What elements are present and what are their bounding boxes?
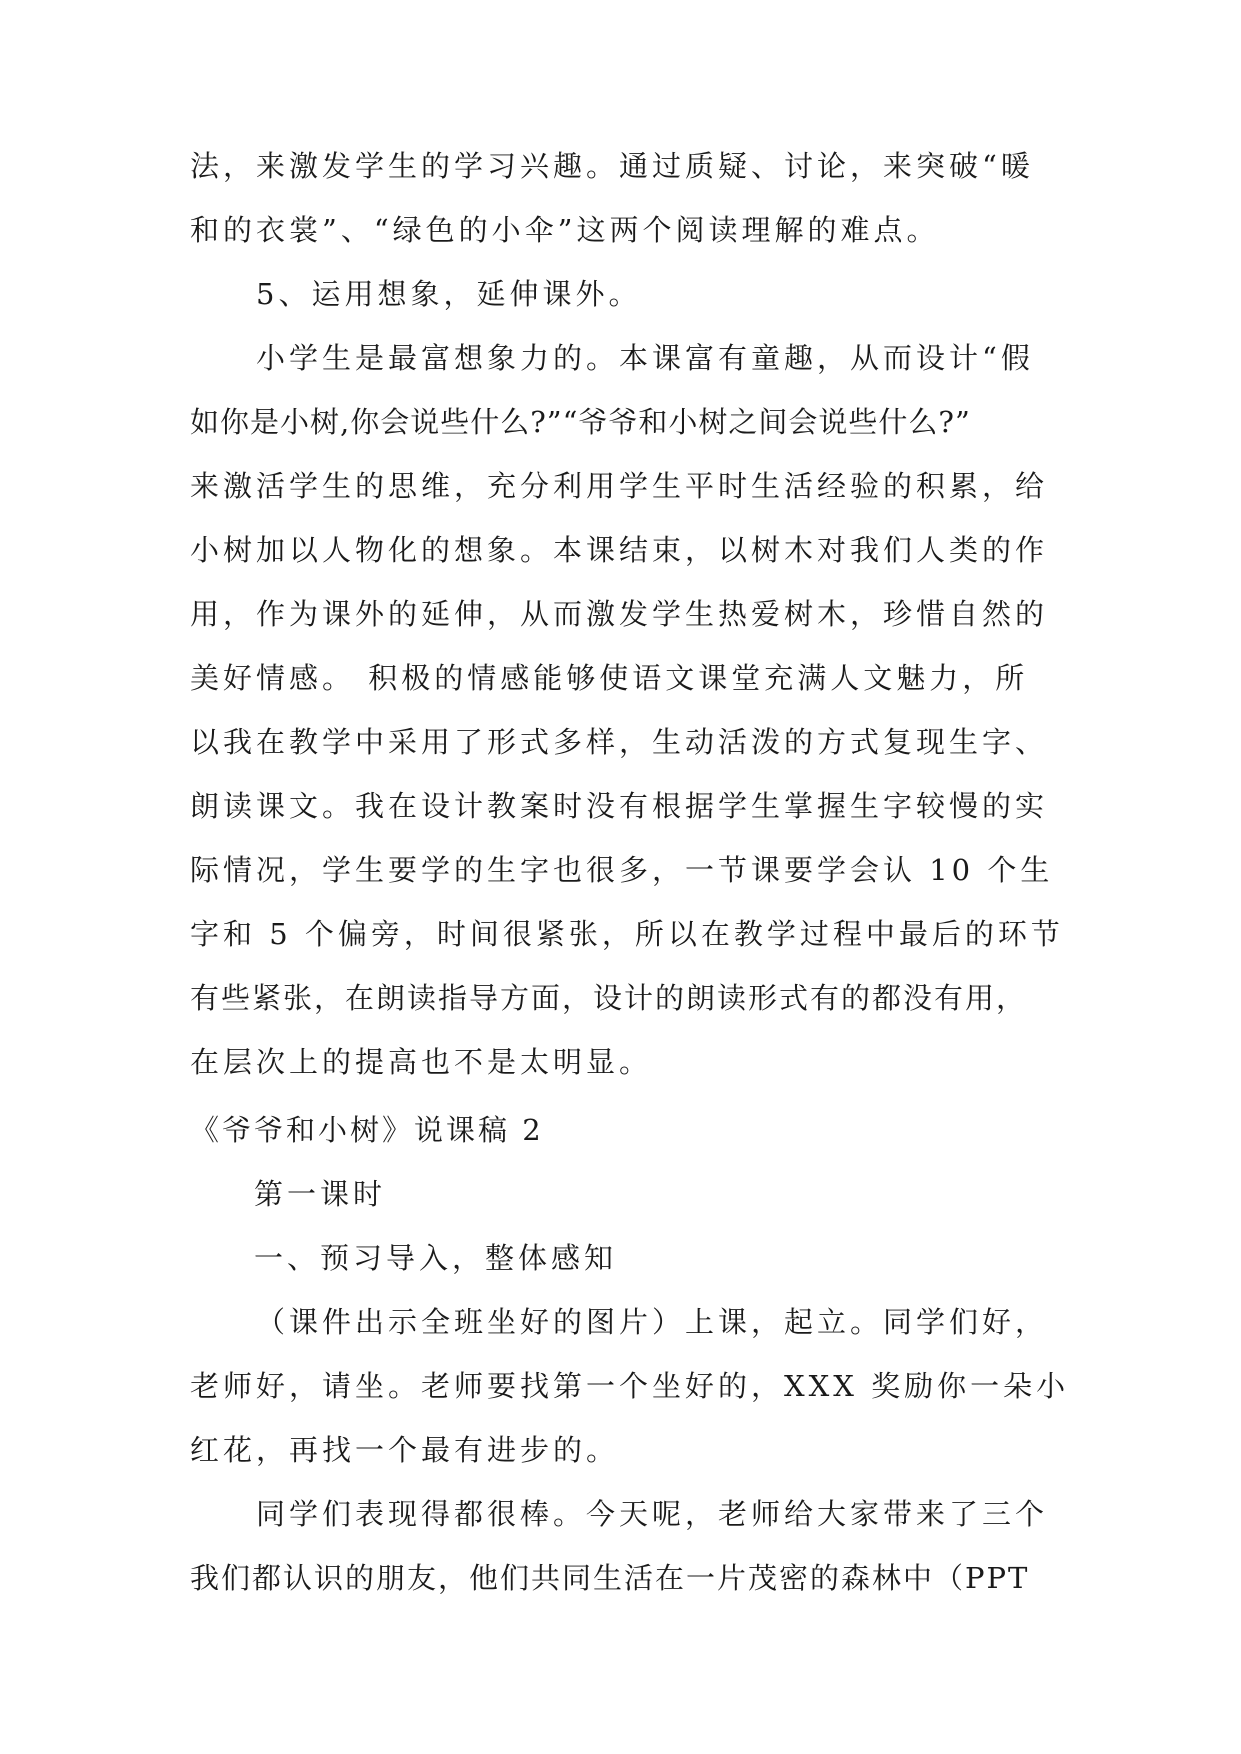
paragraph-line: 小学生是最富想象力的。本课富有童趣，从而设计“假 (256, 341, 1034, 375)
paragraph-line: 朗读课文。我在设计教案时没有根据学生掌握生字较慢的实 (190, 789, 1049, 823)
paragraph-line: 来激活学生的思维，充分利用学生平时生活经验的积累，给 (190, 469, 1049, 503)
paragraph-line: 用，作为课外的延伸，从而激发学生热爱树木，珍惜自然的 (190, 597, 1049, 631)
subheading-line: 5、运用想象，延伸课外。 (256, 277, 642, 311)
paragraph-line: 红花，再找一个最有进步的。 (190, 1433, 620, 1467)
section-title: 《爷爷和小树》说课稿 2 (190, 1113, 544, 1147)
paragraph-line: 在层次上的提高也不是太明显。 (190, 1045, 653, 1079)
lesson-label: 第一课时 (254, 1177, 387, 1211)
paragraph-line: 以我在教学中采用了形式多样，生动活泼的方式复现生字、 (190, 725, 1049, 759)
paragraph-line: 美好情感。 积极的情感能够使语文课堂充满人文魅力，所 (190, 661, 1029, 695)
paragraph-line: 同学们表现得都很棒。今天呢，老师给大家带来了三个 (256, 1497, 1049, 1531)
paragraph-line: （课件出示全班坐好的图片）上课，起立。同学们好， (256, 1305, 1049, 1339)
section-1-body (190, 134, 1064, 1094)
paragraph-line: 小树加以人物化的想象。本课结束，以树木对我们人类的作 (190, 533, 1049, 567)
paragraph-line: 有些紧张，在朗读指导方面，设计的朗读形式有的都没有用， (190, 981, 1028, 1015)
paragraph-line: 如你是小树,你会说些什么?”“爷爷和小树之间会说些什么?” (190, 405, 971, 439)
paragraph-line: 字和 5 个偏旁，时间很紧张，所以在教学过程中最后的环节 (190, 917, 1064, 951)
section-2 (190, 1098, 1070, 1610)
subheading-line: 一、预习导入，整体感知 (254, 1241, 618, 1275)
paragraph-line: 际情况，学生要学的生字也很多，一节课要学会认 10 个生 (190, 853, 1054, 887)
paragraph-line: 我们都认识的朋友，他们共同生活在一片茂密的森林中（PPT (190, 1561, 1030, 1595)
paragraph-line: 法，来激发学生的学习兴趣。通过质疑、讨论，来突破“暖 (190, 149, 1034, 183)
paragraph-line: 老师好，请坐。老师要找第一个坐好的，XXX 奖励你一朵小 (190, 1369, 1070, 1403)
paragraph-line: 和的衣裳”、“绿色的小伞”这两个阅读理解的难点。 (190, 213, 940, 247)
